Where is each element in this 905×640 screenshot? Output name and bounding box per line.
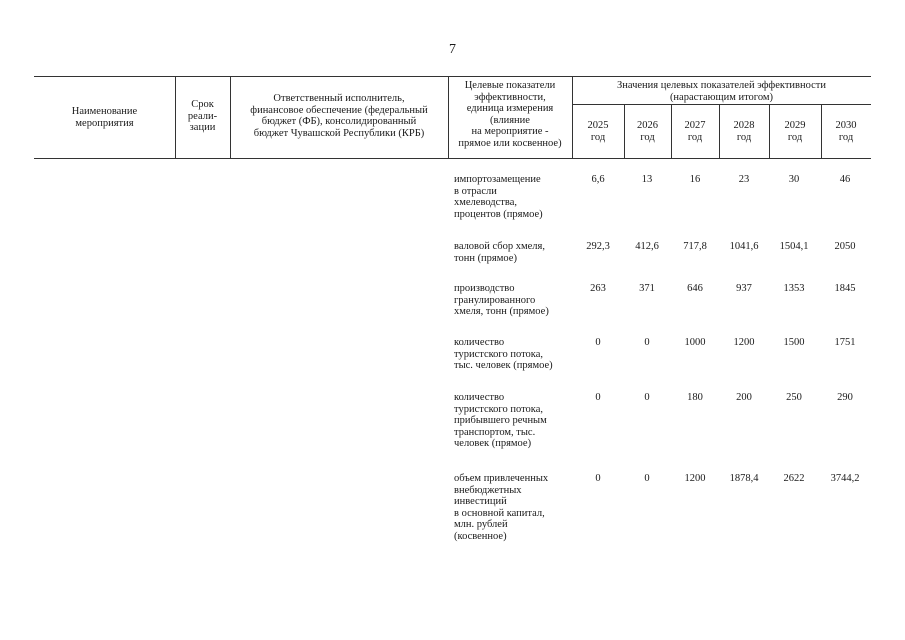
header-indicators: Целевые показатели эффективности, единица измерения (влияние на мероприятие - прямое или косвенное) bbox=[458, 80, 562, 149]
table-top-rule bbox=[34, 76, 871, 77]
row-value: 0 bbox=[595, 392, 601, 403]
row-value: 13 bbox=[641, 174, 653, 185]
header-executor: Ответственный исполнитель, финансовое обеспечение (федеральный бюджет (ФБ), консолидированный бюджет Чувашской Республики (КРБ) bbox=[250, 93, 428, 139]
row-value: 200 bbox=[736, 392, 752, 403]
row-value: 717,8 bbox=[683, 241, 707, 252]
row-value: 0 bbox=[644, 337, 650, 348]
row-value: 16 bbox=[689, 174, 701, 185]
row-value: 3744,2 bbox=[830, 473, 860, 484]
header-year: 2025 год bbox=[587, 120, 609, 143]
row-value: 23 bbox=[738, 174, 750, 185]
row-indicator: количество туристского потока, тыс. человек (прямое) bbox=[454, 337, 553, 371]
header-year: 2029 год bbox=[784, 120, 806, 143]
row-value: 250 bbox=[786, 392, 802, 403]
row-value: 1878,4 bbox=[729, 473, 759, 484]
row-indicator: количество туристского потока, прибывшего речным транспортом, тыс. человек (прямое) bbox=[454, 392, 547, 449]
header-year: 2026 год bbox=[637, 120, 658, 143]
header-values-group: Значения целевых показателей эффективности (нарастающим итогом) bbox=[616, 80, 826, 103]
row-value: 1500 bbox=[783, 337, 805, 348]
row-value: 1751 bbox=[834, 337, 856, 348]
header-year: 2027 год bbox=[684, 120, 706, 143]
header-year: 2030 год bbox=[835, 120, 857, 143]
row-value: 180 bbox=[687, 392, 703, 403]
row-value: 646 bbox=[687, 283, 703, 294]
row-value: 1041,6 bbox=[729, 241, 759, 252]
row-value: 0 bbox=[595, 337, 601, 348]
row-value: 412,6 bbox=[635, 241, 659, 252]
values-group-rule bbox=[572, 104, 871, 105]
row-value: 1200 bbox=[733, 337, 755, 348]
row-indicator: импортозамещение в отрасли хмелеводства, процентов (прямое) bbox=[454, 174, 543, 220]
row-value: 6,6 bbox=[591, 174, 605, 185]
row-value: 371 bbox=[639, 283, 655, 294]
row-value: 30 bbox=[788, 174, 800, 185]
row-value: 0 bbox=[644, 473, 650, 484]
row-indicator: валовой сбор хмеля, тонн (прямое) bbox=[454, 241, 545, 264]
row-value: 1504,1 bbox=[779, 241, 809, 252]
row-value: 263 bbox=[590, 283, 606, 294]
row-value: 46 bbox=[839, 174, 851, 185]
row-value: 2622 bbox=[783, 473, 805, 484]
row-indicator: объем привлеченных внебюджетных инвестиций в основной капитал, млн. рублей (косвенное) bbox=[454, 473, 549, 542]
row-value: 937 bbox=[736, 283, 752, 294]
row-value: 1353 bbox=[783, 283, 805, 294]
row-value: 1000 bbox=[684, 337, 706, 348]
row-value: 292,3 bbox=[586, 241, 610, 252]
row-value: 2050 bbox=[834, 241, 856, 252]
row-value: 290 bbox=[837, 392, 853, 403]
page-number: 7 bbox=[449, 42, 456, 57]
header-term: Срок реали- зации bbox=[187, 99, 218, 133]
header-bottom-rule bbox=[34, 158, 871, 159]
header-name: Наименование мероприятия bbox=[71, 106, 138, 129]
row-value: 1200 bbox=[684, 473, 706, 484]
row-value: 0 bbox=[644, 392, 650, 403]
row-indicator: производство гранулированного хмеля, тонн (прямое) bbox=[454, 283, 549, 317]
header-year: 2028 год bbox=[733, 120, 755, 143]
row-value: 0 bbox=[595, 473, 601, 484]
row-value: 1845 bbox=[834, 283, 856, 294]
